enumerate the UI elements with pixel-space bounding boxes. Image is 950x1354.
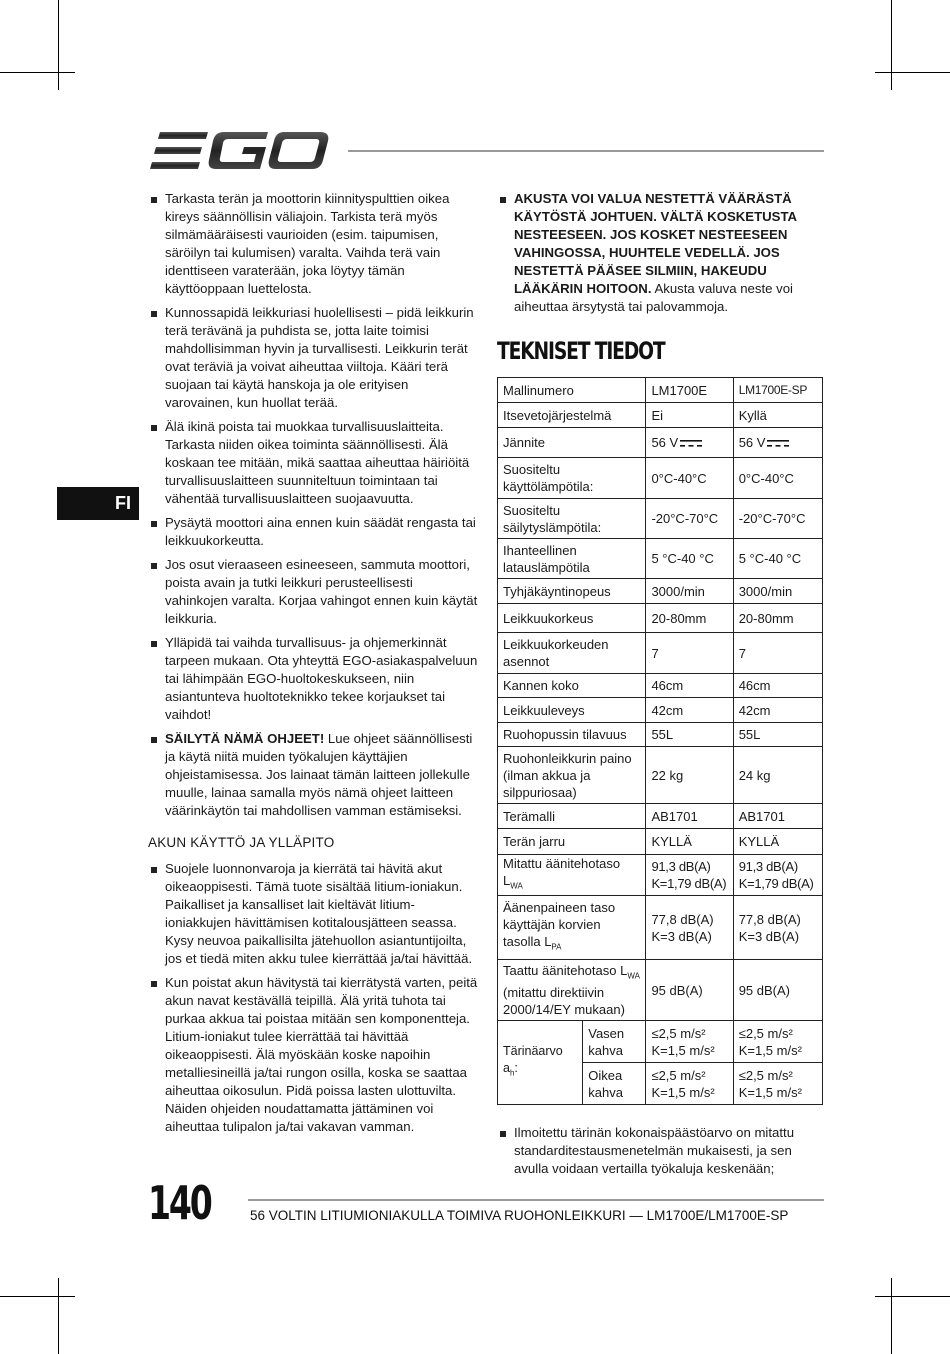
battery-list (148, 860, 478, 1136)
table-header-row (498, 378, 823, 403)
table-cell: Jännite (498, 428, 646, 458)
table-cell: KYLLÄ (646, 829, 733, 855)
table-row (498, 747, 823, 804)
bullet-icon (151, 563, 157, 569)
table-row (498, 855, 823, 896)
table-row (498, 458, 823, 499)
table-cell: 42cm (646, 698, 733, 723)
table-cell: 55L (646, 723, 733, 747)
table-cell: 3000/min (646, 579, 733, 604)
table-cell: Terän jarru (498, 829, 646, 855)
bullet-icon (151, 981, 157, 987)
table-cell: 5 °C-40 °C (646, 539, 733, 579)
table-cell: Ruohonleikkurin paino (ilman akkua ja silppuriosaa) (498, 747, 646, 804)
crop-mark (875, 1296, 950, 1297)
table-cell: 7 (733, 633, 822, 674)
list-item: Ylläpidä tai vaihda turvallisuus- ja ohjemerkinnät tarpeen mukaan. Ota yhteyttä EGO-asiakaspalveluun tai lähimpään EGO-huoltokeskukseen, niin asiantunteva huoltoteknikko tekee korjaukset tai vaihdot! (148, 634, 478, 724)
table-cell: AB1701 (733, 804, 822, 829)
footer-text: 56 VOLTIN LITIUMIONIAKULLA TOIMIVA RUOHONLEIKKURI — LM1700E/LM1700E-SP (250, 1208, 789, 1223)
table-row (498, 633, 823, 674)
table-cell: Tyhjäkäyntinopeus (498, 579, 646, 604)
bullet-icon (151, 197, 157, 203)
list-item: SÄILYTÄ NÄMÄ OHJEET! Lue ohjeet säännöllisesti ja käytä niitä muiden työkalujen käyttäjien ohjeistamisessa. Jos lainaat tämän laitteen jollekulle muulle, lainaa samalla myös nämä ohjeet laitteen väärinkäytön tai mahdollisen vamman estämiseksi. (148, 730, 478, 820)
table-row (498, 674, 823, 698)
bullet-icon (151, 737, 157, 743)
table-cell: Leikkuukorkeuden asennot (498, 633, 646, 674)
table-cell: 95 dB(A) (733, 960, 822, 1021)
table-cell: 20-80mm (646, 604, 733, 633)
list-item: Ilmoitettu tärinän kokonaispäästöarvo on mitattu standarditestausmenetelmän mukaisesti, ja sen avulla voidaan vertailla työkaluja keskenään; (497, 1124, 823, 1178)
crop-mark (891, 0, 892, 90)
right-column (497, 190, 823, 322)
table-cell: ≤2,5 m/s² K=1,5 m/s² (646, 1063, 733, 1105)
table-cell: Kannen koko (498, 674, 646, 698)
table-cell: ≤2,5 m/s² K=1,5 m/s² (646, 1021, 733, 1063)
table-row (498, 604, 823, 633)
list-item: Älä ikinä poista tai muokkaa turvallisuuslaitteita. Tarkasta niiden oikea toiminta säännöllisesti. Älä koskaan tee mitään, mikä saattaa aiheuttaa häiriöitä turvallisuuslaitteen suunniteltuun toimintaan tai vähentää turvallisuuslaitteen suojaavuutta. (148, 418, 478, 508)
table-cell: 0°C-40°C (733, 458, 822, 499)
table-cell: 5 °C-40 °C (733, 539, 822, 579)
page-number: 140 (148, 1176, 211, 1230)
table-cell: 22 kg (646, 747, 733, 804)
table-cell: -20°C-70°C (646, 499, 733, 539)
spec-table (497, 377, 823, 1105)
table-cell: 77,8 dB(A) K=3 dB(A) (733, 896, 822, 960)
table-cell: 95 dB(A) (646, 960, 733, 1021)
vibration-note (497, 1124, 823, 1184)
table-row (498, 403, 823, 428)
table-row (498, 499, 823, 539)
table-cell: Leikkuukorkeus (498, 604, 646, 633)
bullet-icon (500, 1131, 506, 1137)
table-row (498, 698, 823, 723)
table-cell: 55L (733, 723, 822, 747)
table-cell: Suositeltu käyttölämpötila: (498, 458, 646, 499)
ego-logo (150, 131, 330, 171)
section-title: TEKNISET TIEDOT (497, 337, 665, 365)
table-cell: ≤2,5 m/s² K=1,5 m/s² (733, 1021, 822, 1063)
table-cell: Ruohopussin tilavuus (498, 723, 646, 747)
crop-mark (58, 0, 59, 90)
table-cell: Äänenpaineen taso käyttäjän korvien tasolla $L_{PA}$ (498, 896, 646, 960)
table-cell: Taattu äänitehotaso $L_{WA}$ (mitattu direktiivin 2000/14/EY mukaan) (498, 960, 646, 1021)
warning-list (497, 190, 823, 316)
list-item: Kunnossapidä leikkuriasi huolellisesti – pidä leikkurin terä terävänä ja puhdista se, jotta laite toimisi mahdollisimman hyvin ja turvallisesti. Leikkurin terät ovat teräviä ja voivat aiheuttaa viiltoja. Kääri terä suojaan tai käytä hanskoja ja ole erityisen varovainen, kun huollat terää. (148, 304, 478, 412)
dc-current-icon (680, 440, 702, 448)
list-item: Pysäytä moottori aina ennen kuin säädät rengasta tai leikkuukorkeutta. (148, 514, 478, 550)
footer-rule (248, 1199, 824, 1201)
table-row (498, 960, 823, 1021)
bullet-icon (151, 425, 157, 431)
table-cell: Suositeltu säilytyslämpötila: (498, 499, 646, 539)
table-cell: 20-80mm (733, 604, 822, 633)
battery-heading: AKUN KÄYTTÖ JA YLLÄPITO (148, 835, 335, 850)
table-cell: 24 kg (733, 747, 822, 804)
bullet-icon (151, 641, 157, 647)
table-cell: 3000/min (733, 579, 822, 604)
crop-mark (0, 72, 75, 73)
crop-mark (891, 1278, 892, 1354)
table-cell: Kyllä (733, 403, 822, 428)
list-item: Tarkasta terän ja moottorin kiinnityspulttien oikea kireys säännöllisin väliajoin. Tarkista terä myös silmämääräisesti vaurioiden (esim. taipumisen, säröilyn tai kulumisen) varalta. Vaihda terä vain identtiseen varaterään, joka löytyy tämän käyttöoppaan luettelosta. (148, 190, 478, 298)
table-cell: Ei (646, 403, 733, 428)
bullet-icon (151, 521, 157, 527)
bullet-icon (151, 311, 157, 317)
dc-current-icon (767, 440, 789, 448)
crop-mark (0, 1296, 75, 1297)
language-tab: FI (57, 487, 139, 520)
table-cell: LM1700E (646, 378, 733, 403)
table-row (498, 579, 823, 604)
maintenance-list (148, 190, 478, 820)
table-cell: LM1700E-SP (733, 378, 822, 403)
table-cell: 91,3 dB(A) K=1,79 dB(A) (646, 855, 733, 896)
table-cell: Leikkuuleveys (498, 698, 646, 723)
table-cell: 46cm (733, 674, 822, 698)
table-cell: Mitattu äänitehotaso $L_{WA}$ (498, 855, 646, 896)
table-row (498, 1021, 823, 1063)
table-cell: ≤2,5 m/s² K=1,5 m/s² (733, 1063, 822, 1105)
warning-item: AKUSTA VOI VALUA NESTETTÄ VÄÄRÄSTÄ KÄYTÖSTÄ JOHTUEN. VÄLTÄ KOSKETUSTA NESTEESEEN. JOS KOSKET NESTEESEEN VAHINGOSSA, HUUHTELE VEDELLÄ. JOS NESTETTÄ PÄÄSEE SILMIIN, HAKEUDU LÄÄKÄRIN HOITOON. Akusta valuva neste voi aiheuttaa ärsytystä tai palovammoja. (497, 190, 823, 316)
table-row (498, 804, 823, 829)
bullet-icon (151, 867, 157, 873)
table-cell: 42cm (733, 698, 822, 723)
bullet-icon (500, 197, 506, 203)
table-row (498, 829, 823, 855)
table-cell: 0°C-40°C (646, 458, 733, 499)
table-cell: Vasen kahva (583, 1021, 646, 1063)
list-item: Jos osut vieraaseen esineeseen, sammuta moottori, poista avain ja tutki leikkuri perusteellisesti vahinkojen varalta. Korjaa vahingot ennen kuin käytät leikkuria. (148, 556, 478, 628)
table-cell: 46cm (646, 674, 733, 698)
crop-mark (875, 72, 950, 73)
table-cell: 77,8 dB(A) K=3 dB(A) (646, 896, 733, 960)
table-row (498, 896, 823, 960)
list-item: Kun poistat akun hävitystä tai kierrätystä varten, peitä akun navat kestävällä teipillä. Älä yritä tuhota tai purkaa akkua tai poistaa mitään sen komponentteja. Litium-ioniakut tulee kierrättää tai hävittää oikeaoppisesti. Älä myöskään koske napoihin metalliesineillä ja/tai rungon osilla, koska se saattaa aiheuttaa oikosulun. Pidä poissa lasten ulottuvilta. Näiden ohjeiden noudattamatta jättäminen voi aiheuttaa tulipalon ja/tai vakavan vamman. (148, 974, 478, 1136)
table-cell: 56 V (646, 428, 733, 458)
table-row (498, 723, 823, 747)
table-cell: 91,3 dB(A) K=1,79 dB(A) (733, 855, 822, 896)
header-rule (348, 150, 824, 152)
table-cell: 7 (646, 633, 733, 674)
table-cell: Mallinumero (498, 378, 646, 403)
table-cell: -20°C-70°C (733, 499, 822, 539)
table-row (498, 539, 823, 579)
table-cell: Itsevetojärjestelmä (498, 403, 646, 428)
left-column (148, 190, 478, 1142)
table-cell: KYLLÄ (733, 829, 822, 855)
table-cell: Terämalli (498, 804, 646, 829)
list-item: Suojele luonnonvaroja ja kierrätä tai hävitä akut oikeaoppisesti. Tämä tuote sisältää litium-ioniakun. Paikalliset ja kansalliset lait kieltävät litium-ioniakkujen hävittämisen kotitalousjätteen seassa. Kysy neuvoa paikallisilta jätehuollon asiantuntijoilta, jos et tiedä miten akku tulee kierrättää ja/tai hävittää. (148, 860, 478, 968)
table-cell: Tärinäarvo $a_h$: (498, 1021, 583, 1105)
table-cell: Ihanteellinen latauslämpötila (498, 539, 646, 579)
crop-mark (58, 1278, 59, 1354)
table-row (498, 428, 823, 458)
table-cell: Oikea kahva (583, 1063, 646, 1105)
table-cell: AB1701 (646, 804, 733, 829)
table-cell: 56 V (733, 428, 822, 458)
